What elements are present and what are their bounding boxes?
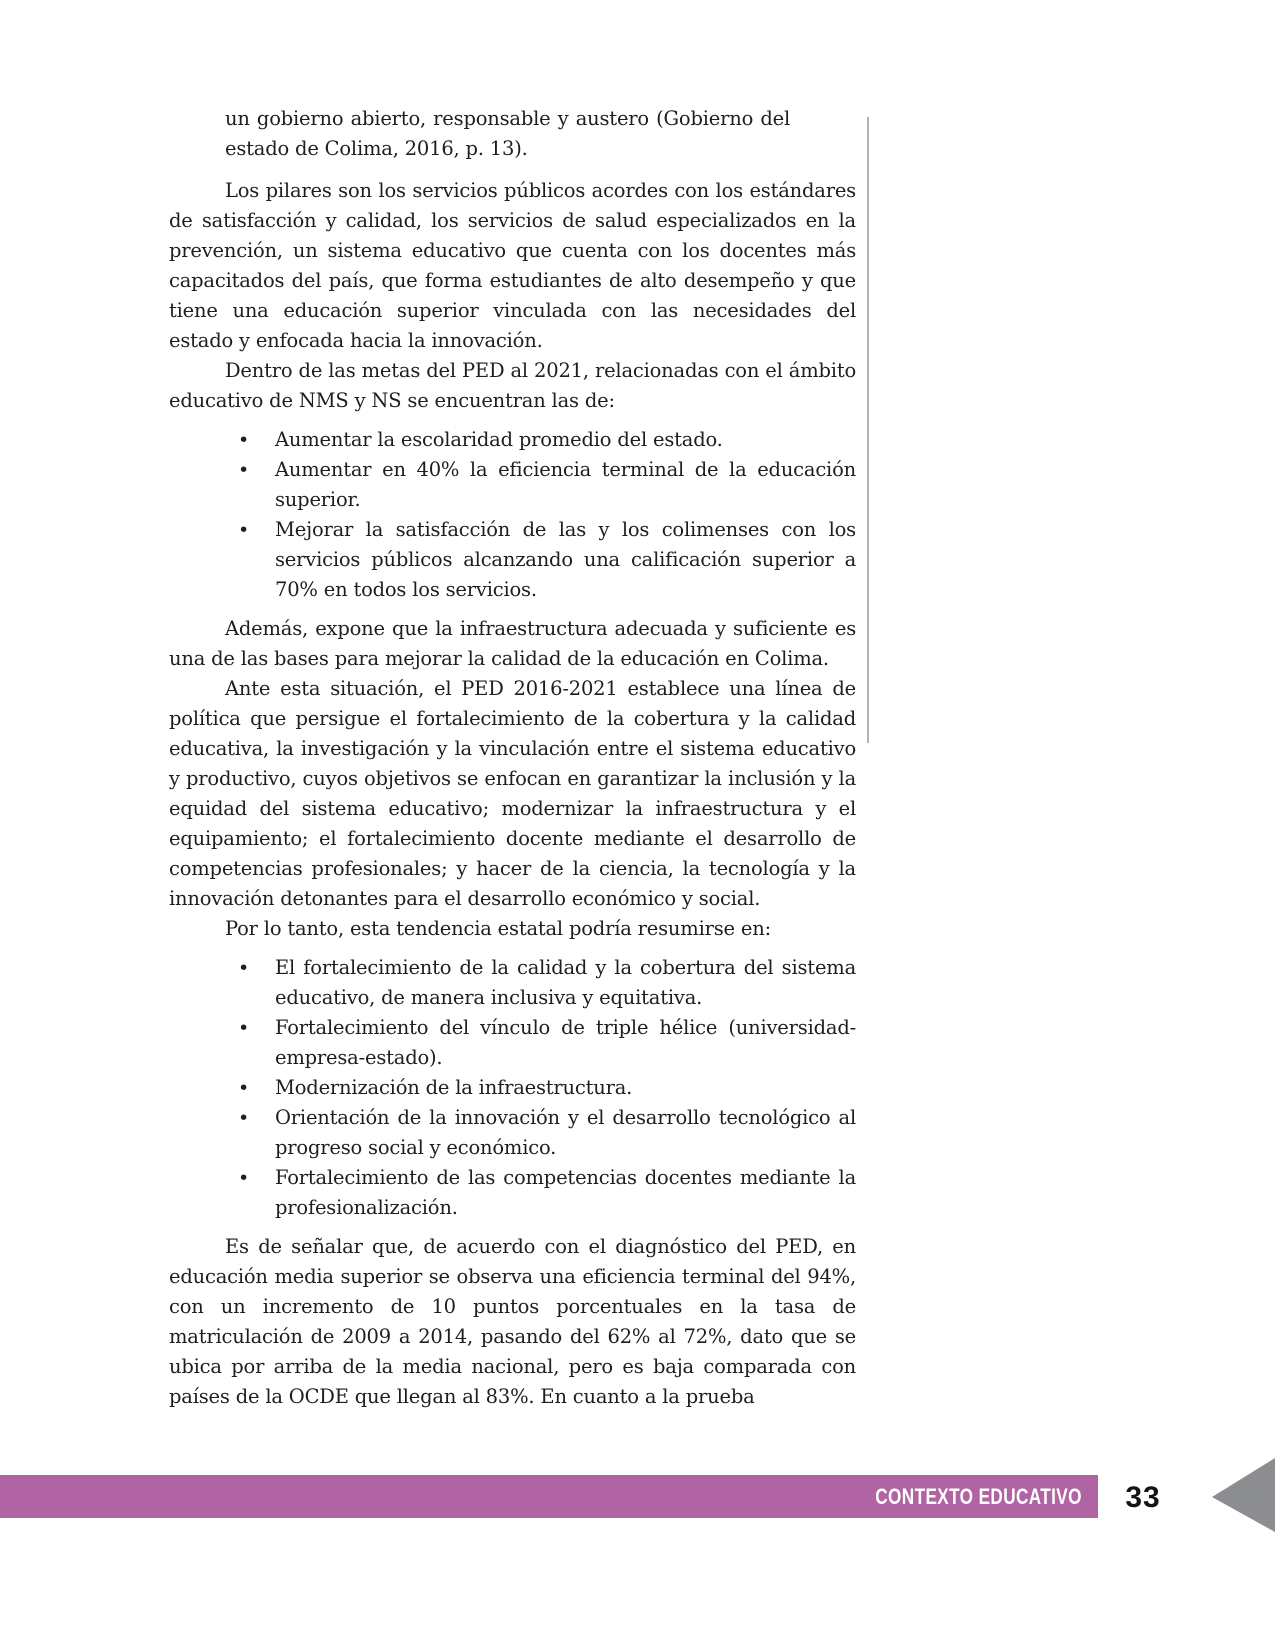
list-item: • Modernización de la infraestructura. (275, 1073, 856, 1103)
paragraph-por-lo-tanto: Por lo tanto, esta tendencia estatal podría resumirse en: (225, 917, 771, 940)
section-rule (867, 117, 869, 743)
footer-bar (0, 1475, 1098, 1518)
corner-arrow-icon (1212, 1458, 1275, 1532)
list-item: • Fortalecimiento de las competencias docentes mediante la profesionalización. (275, 1163, 856, 1223)
page-number: 33 (1125, 1481, 1161, 1514)
list-item: • El fortalecimiento de la calidad y la cobertura del sistema educativo, de manera inclusiva y equitativa. (275, 953, 856, 1013)
text-column (169, 104, 856, 1412)
list-item: • Aumentar la escolaridad promedio del estado. (275, 425, 856, 455)
list-item: • Mejorar la satisfacción de las y los colimenses con los servicios públicos alcanzando una calificación superior a 70% en todos los servicios. (275, 515, 856, 605)
bullet-list-goals (169, 425, 856, 605)
paragraph-es-de-senalar: Es de señalar que, de acuerdo con el diagnóstico del PED, en educación media superior se observa una eficiencia terminal del 94%, con un incremento de 10 puntos porcentuales en la tasa de matriculación de 2009 a 2014, pasando del 62% al 72%, dato que se ubica por arriba de la media nacional, pero es baja comparada con países de la OCDE que llegan al 83%. En cuanto a la prueba (169, 1235, 856, 1408)
list-item: • Fortalecimiento del vínculo de triple hélice (universidad-empresa-estado). (275, 1013, 856, 1073)
footer-section-label: CONTEXTO EDUCATIVO (875, 1483, 1082, 1509)
paragraph-ante-situacion: Ante esta situación, el PED 2016-2021 establece una línea de política que persigue el fortalecimiento de la cobertura y la calidad educativa, la investigación y la vinculación entre el sistema educativo y productivo, cuyos objetivos se enfocan en garantizar la inclusión y la equidad del sistema educativo; modernizar la infraestructura y el equipamiento; el fortalecimiento docente mediante el desarrollo de competencias profesionales; y hacer de la ciencia, la tecnología y la innovación detonantes para el desarrollo económico y social. (169, 677, 856, 910)
list-item: • Orientación de la innovación y el desarrollo tecnológico al progreso social y económico. (275, 1103, 856, 1163)
list-item: • Aumentar en 40% la eficiencia terminal de la educación superior. (275, 455, 856, 515)
bullet-list-trends (169, 953, 856, 1223)
block-quote: un gobierno abierto, responsable y austero (Gobierno del estado de Colima, 2016, p. 13). (225, 107, 790, 160)
paragraph-metas: Dentro de las metas del PED al 2021, relacionadas con el ámbito educativo de NMS y NS se encuentran las de: (169, 359, 856, 412)
paragraph-ademas: Además, expone que la infraestructura adecuada y suficiente es una de las bases para mejorar la calidad de la educación en Colima. (169, 617, 856, 670)
paragraph-pilares: Los pilares son los servicios públicos acordes con los estándares de satisfacción y calidad, los servicios de salud especializados en la prevención, un sistema educativo que cuenta con los docentes más capacitados del país, que forma estudiantes de alto desempeño y que tiene una educación superior vinculada con las necesidades del estado y enfocada hacia la innovación. (169, 179, 856, 352)
